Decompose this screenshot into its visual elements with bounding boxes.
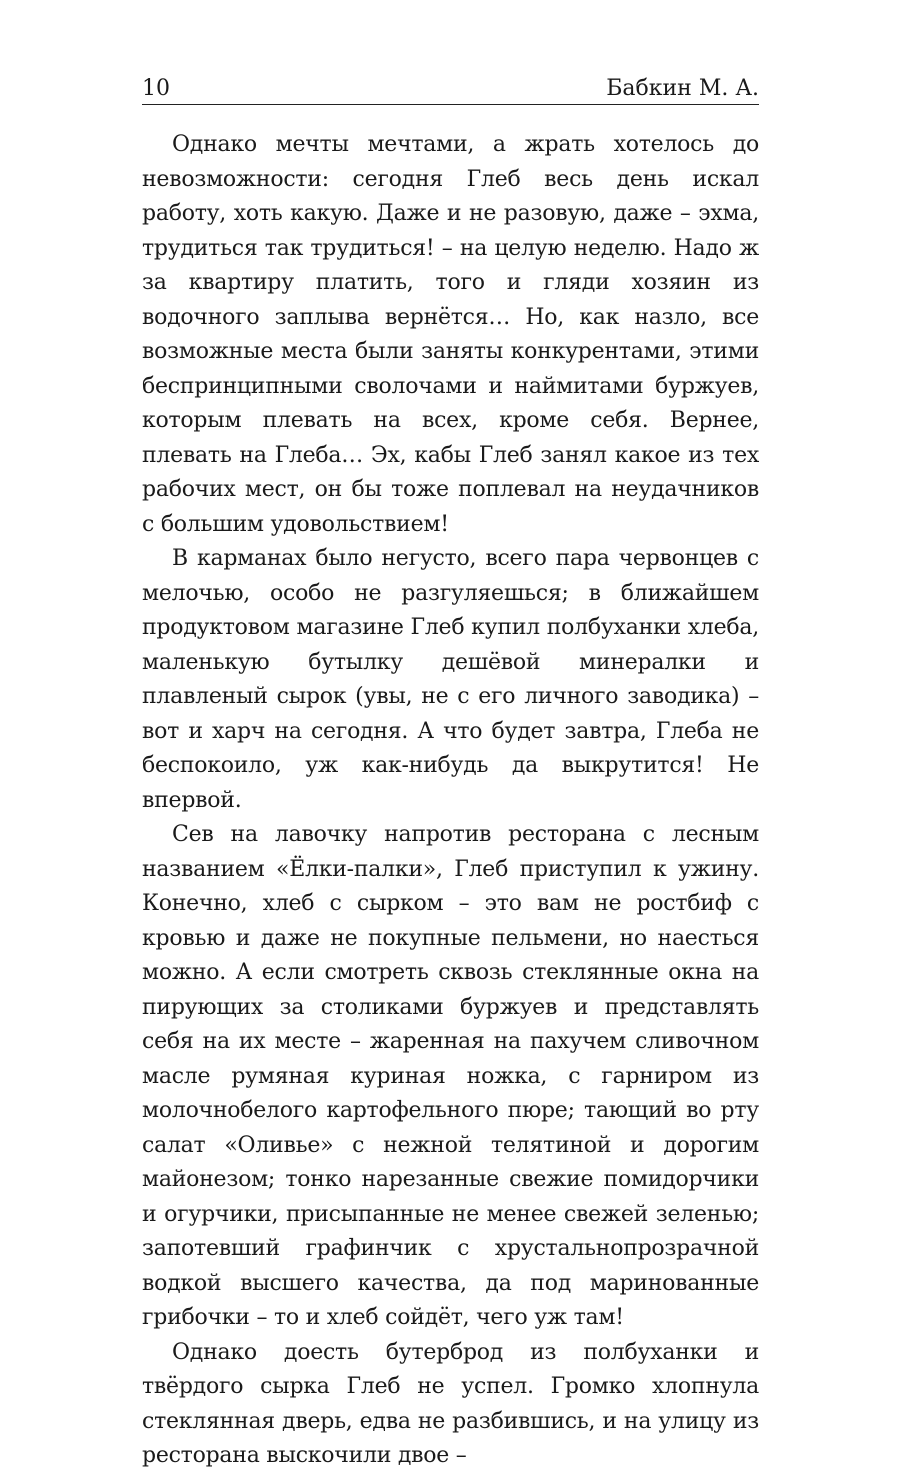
- paragraph: Однако мечты мечтами, а жрать хотелось до невозможности: сегодня Глеб весь день искал работу, хоть какую. Даже и не разовую, даже – эхма, трудиться так трудиться! – на целую неделю. Надо ж за квартиру платить, того и гляди хозяин из водочного заплыва вернётся… Но, как назло, все возможные места были заняты конкурентами, этими беспринципными сволочами и наймитами буржуев, которым плевать на всех, кроме себя. Вернее, плевать на Глеба… Эх, кабы Глеб занял какое из тех рабочих мест, он бы тоже поплевал на неудачников с большим удовольствием!: [142, 132, 759, 537]
- paragraph: Однако доесть бутерброд из полбуханки и твёрдого сырка Глеб не успел. Громко хлопнула стеклянная дверь, едва не разбившись, и на улицу из ресторана выскочили двое –: [142, 1339, 759, 1468]
- body-text: [142, 128, 759, 1474]
- author-name: Бабкин М. А.: [606, 76, 759, 101]
- paragraph: Сев на лавочку напротив ресторана с лесным названием «Ёлки-палки», Глеб приступил к ужину. Конечно, хлеб с сырком – это вам не ростбиф с кровью и даже не покупные пельмени, но наесться можно. А если смотреть сквозь стеклянные окна на пирующих за столиками буржуев и представлять себя на их месте – жаренная на пахучем сливочном масле румяная куриная ножка, с гарниром из молочнобелого картофельного пюре; тающий во рту салат «Оливье» с нежной телятиной и дорогим майонезом; тонко нарезанные свежие помидорчики и огурчики, присыпанные не менее свежей зеленью; запотевший графинчик с хрустальнопрозрачной водкой высшего качества, да под маринованные грибочки – то и хлеб сойдёт, чего уж там!: [142, 822, 759, 1330]
- header-rule: [142, 104, 759, 105]
- running-header: [142, 64, 759, 104]
- page-number: 10: [142, 76, 170, 101]
- paragraph: В карманах было негусто, всего пара червонцев с мелочью, особо не разгуляешься; в ближайшем продуктовом магазине Глеб купил полбуханки хлеба, маленькую бутылку дешёвой минералки и плавленый сырок (увы, не с его личного заводика) – вот и харч на сегодня. А что будет завтра, Глеба не беспокоило, уж как-нибудь да выкрутится! Не впервой.: [142, 546, 759, 813]
